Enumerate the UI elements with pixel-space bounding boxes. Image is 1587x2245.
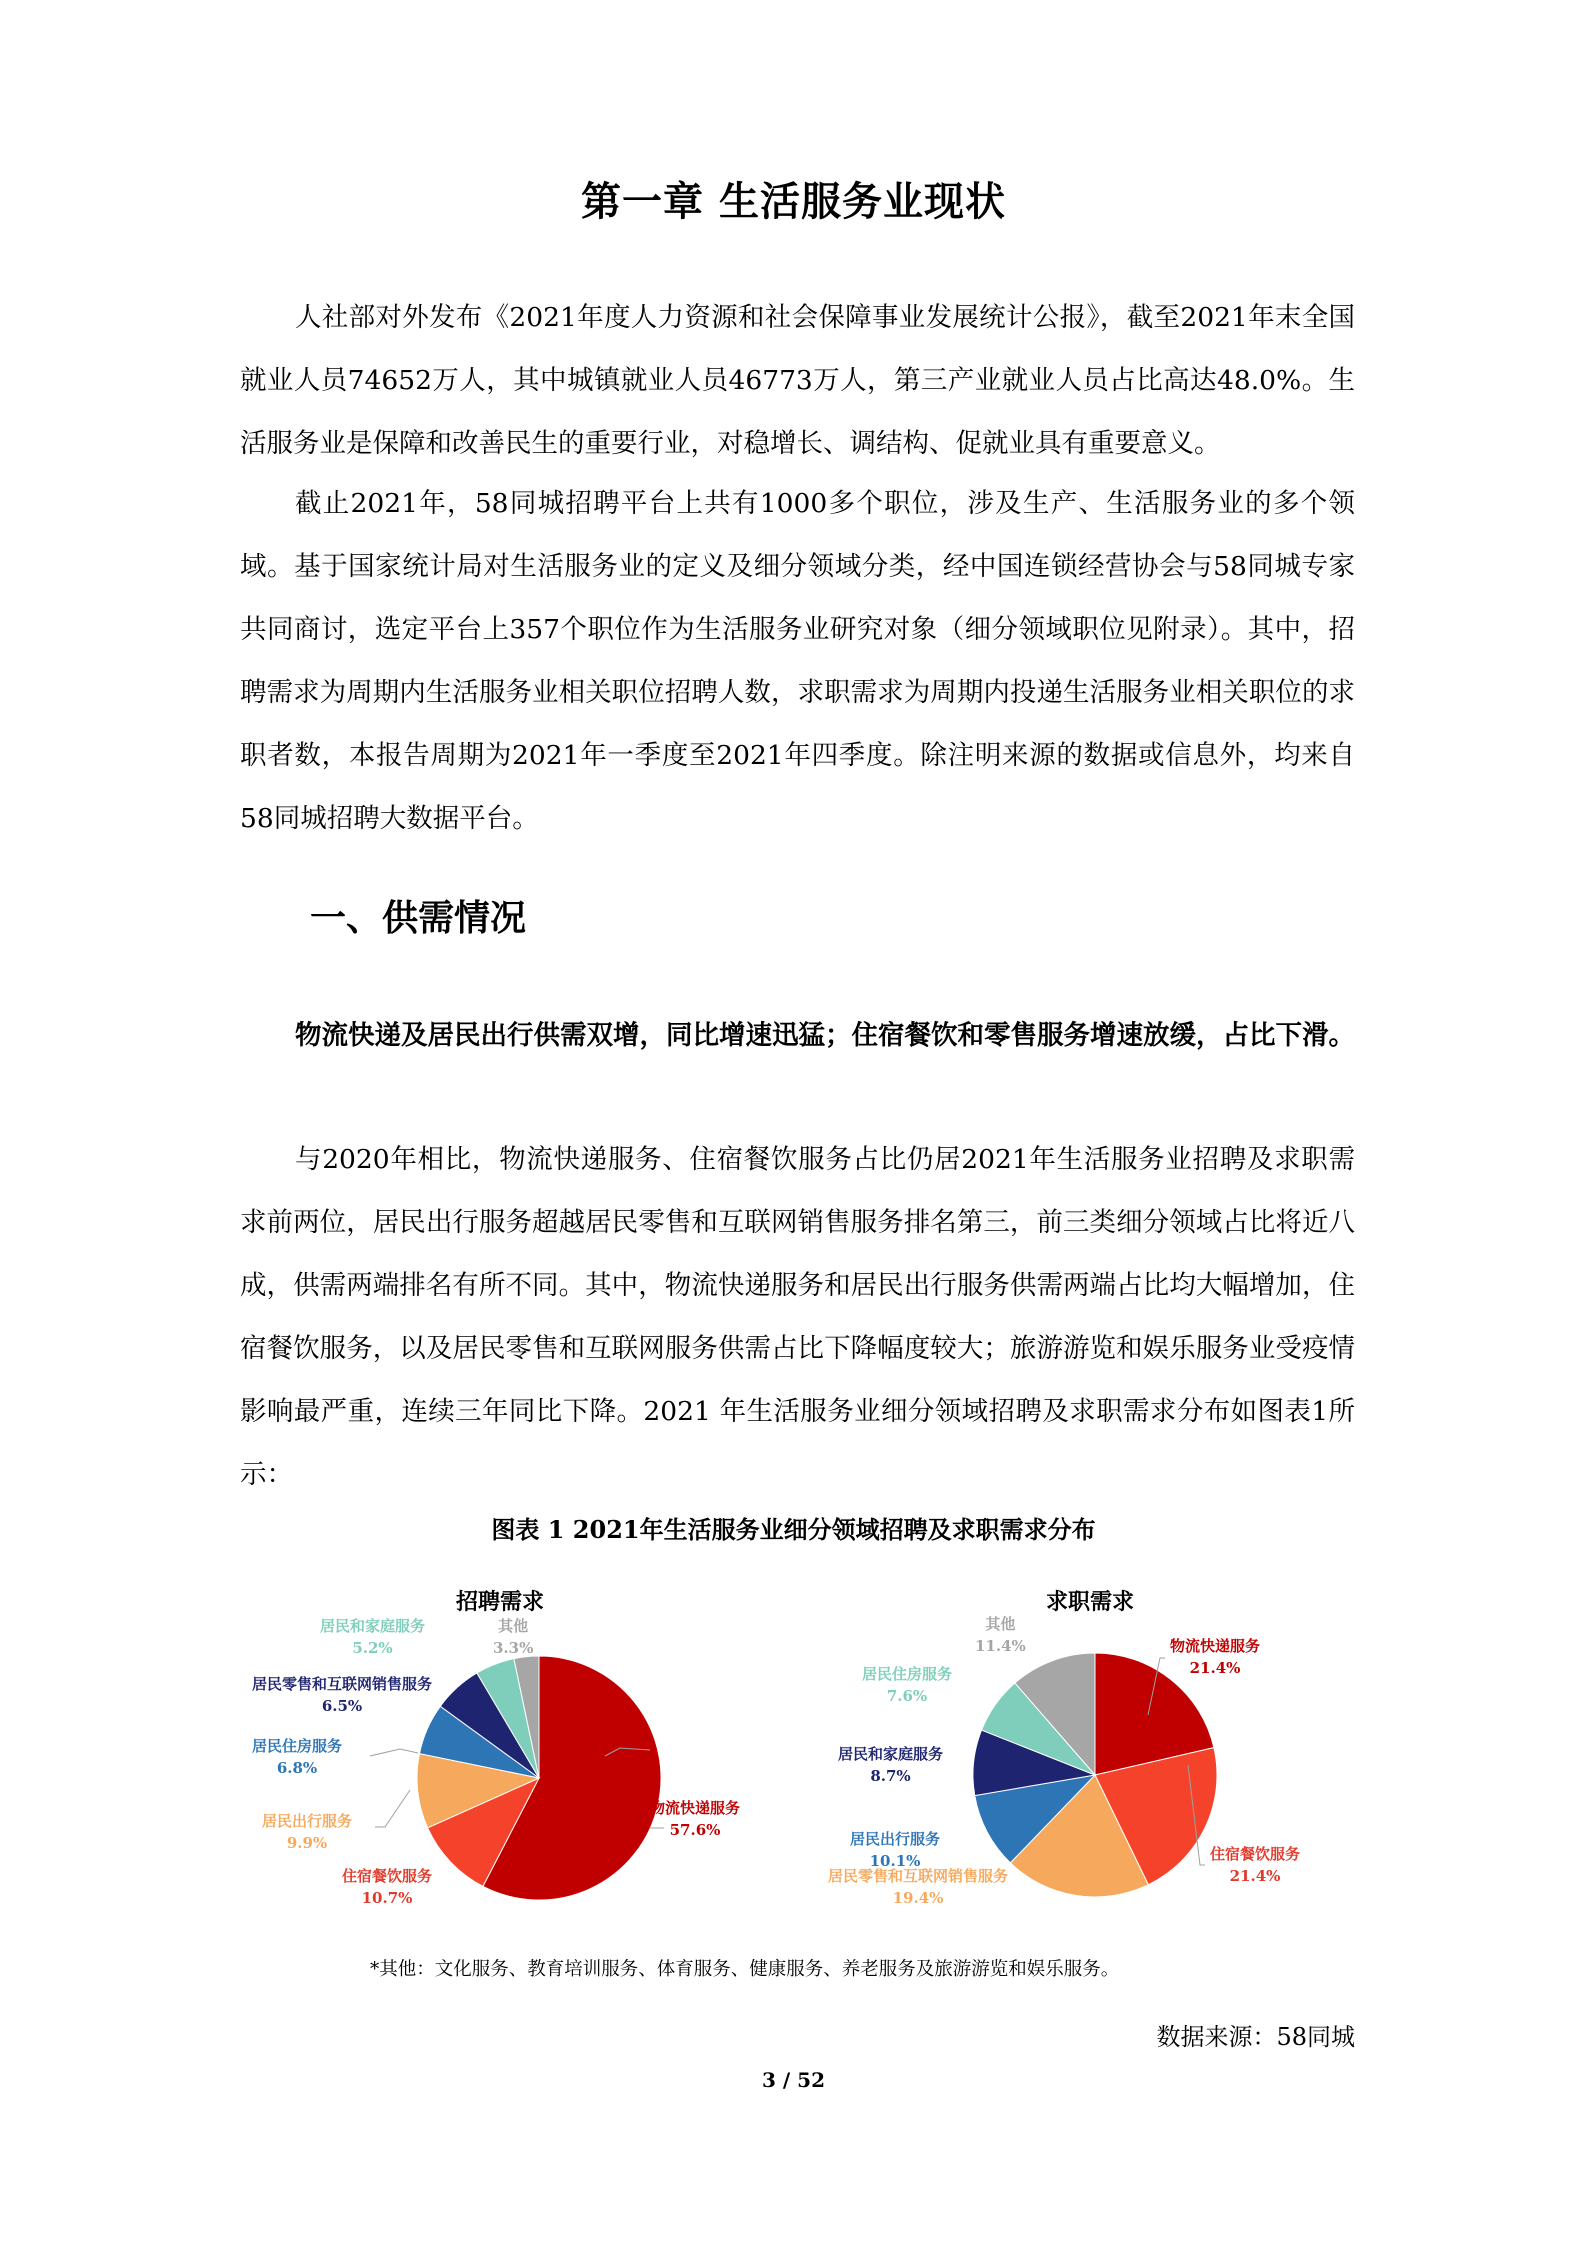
slice-label-travel: 居民出行服务 10.1%	[850, 1830, 941, 1870]
page-number: 3 / 52	[762, 2068, 825, 2092]
chapter-title: 第一章 生活服务业现状	[581, 179, 1006, 225]
slice-label-household: 居民和家庭服务 8.7%	[838, 1745, 944, 1785]
chart-title: 招聘需求	[455, 1589, 544, 1615]
chart-footnote: *其他：文化服务、教育培训服务、体育服务、健康服务、养老服务及旅游游览和娱乐服务。	[370, 1959, 1120, 1980]
slice-label-retail: 居民零售和互联网销售服务 6.5%	[252, 1675, 433, 1715]
pie-chart-job-seeking	[810, 1575, 1370, 1935]
section-title: 一、供需情况	[310, 898, 527, 939]
slice-label-hospitality: 住宿餐饮服务 21.4%	[1210, 1845, 1301, 1885]
paragraph-research-scope: 截止2021年，58同城招聘平台上共有1000多个职位，涉及生产、生活服务业的多个领域。基于国家统计局对生活服务业的定义及细分领域分类，经中国连锁经营协会与58同城专家共同商讨，选定平台上357个职位作为生活服务业研究对象（细分领域职位见附录）。其中，招聘需求为周期内生活服务业相关职位招聘人数，求职需求为周期内投递生活服务业相关职位的求职者数，本报告周期为2021年一季度至2021年四季度。除注明来源的数据或信息外，均来自58同城招聘大数据平台。	[240, 488, 1355, 834]
data-source: 数据来源：58同城	[1156, 2023, 1355, 2051]
paragraph-employment-stats: 人社部对外发布《2021年度人力资源和社会保障事业发展统计公报》，截至2021年末全国就业人员74652万人，其中城镇就业人员46773万人，第三产业就业人员占比高达48.0%。生活服务业是保障和改善民生的重要行业，对稳增长、调结构、促就业具有重要意义。	[240, 302, 1355, 459]
figure-caption: 图表 1 2021年生活服务业细分领域招聘及求职需求分布	[491, 1515, 1096, 1544]
pie-slices	[417, 1656, 661, 1900]
chart-title: 求职需求	[1045, 1589, 1134, 1615]
pie-chart-recruitment	[240, 1575, 800, 1935]
slice-label-household: 居民和家庭服务 5.2%	[320, 1617, 426, 1657]
slice-label-logistics: 物流快递服务 57.6%	[650, 1799, 741, 1839]
paragraph-comparison: 与2020年相比，物流快递服务、住宿餐饮服务占比仍居2021年生活服务业招聘及求职需求前两位，居民出行服务超越居民零售和互联网销售服务排名第三，前三类细分领域占比将近八成，供需两端排名有所不同。其中，物流快递服务和居民出行服务供需两端占比均大幅增加，住宿餐饮服务，以及居民零售和互联网服务供需占比下降幅度较大；旅游游览和娱乐服务业受疫情影响最严重，连续三年同比下降。2021 年生活服务业细分领域招聘及求职需求分布如图表1所示：	[240, 1144, 1355, 1490]
slice-label-hospitality: 住宿餐饮服务 10.7%	[342, 1867, 433, 1907]
slice-label-retail: 居民零售和互联网销售服务 19.4%	[828, 1867, 1009, 1907]
pie-slices	[973, 1653, 1217, 1897]
slice-label-other: 其他 11.4%	[975, 1615, 1026, 1655]
slice-label-housing: 居民住房服务 6.8%	[252, 1737, 343, 1777]
paragraph-bold-summary: 物流快递及居民出行供需双增，同比增速迅猛；住宿餐饮和零售服务增速放缓，占比下滑。	[295, 1020, 1355, 1051]
slice-label-housing: 居民住房服务 7.6%	[862, 1665, 953, 1705]
slice-label-travel: 居民出行服务 9.9%	[262, 1812, 353, 1852]
slice-label-logistics: 物流快递服务 21.4%	[1170, 1637, 1261, 1677]
slice-label-other: 其他 3.3%	[493, 1617, 534, 1657]
